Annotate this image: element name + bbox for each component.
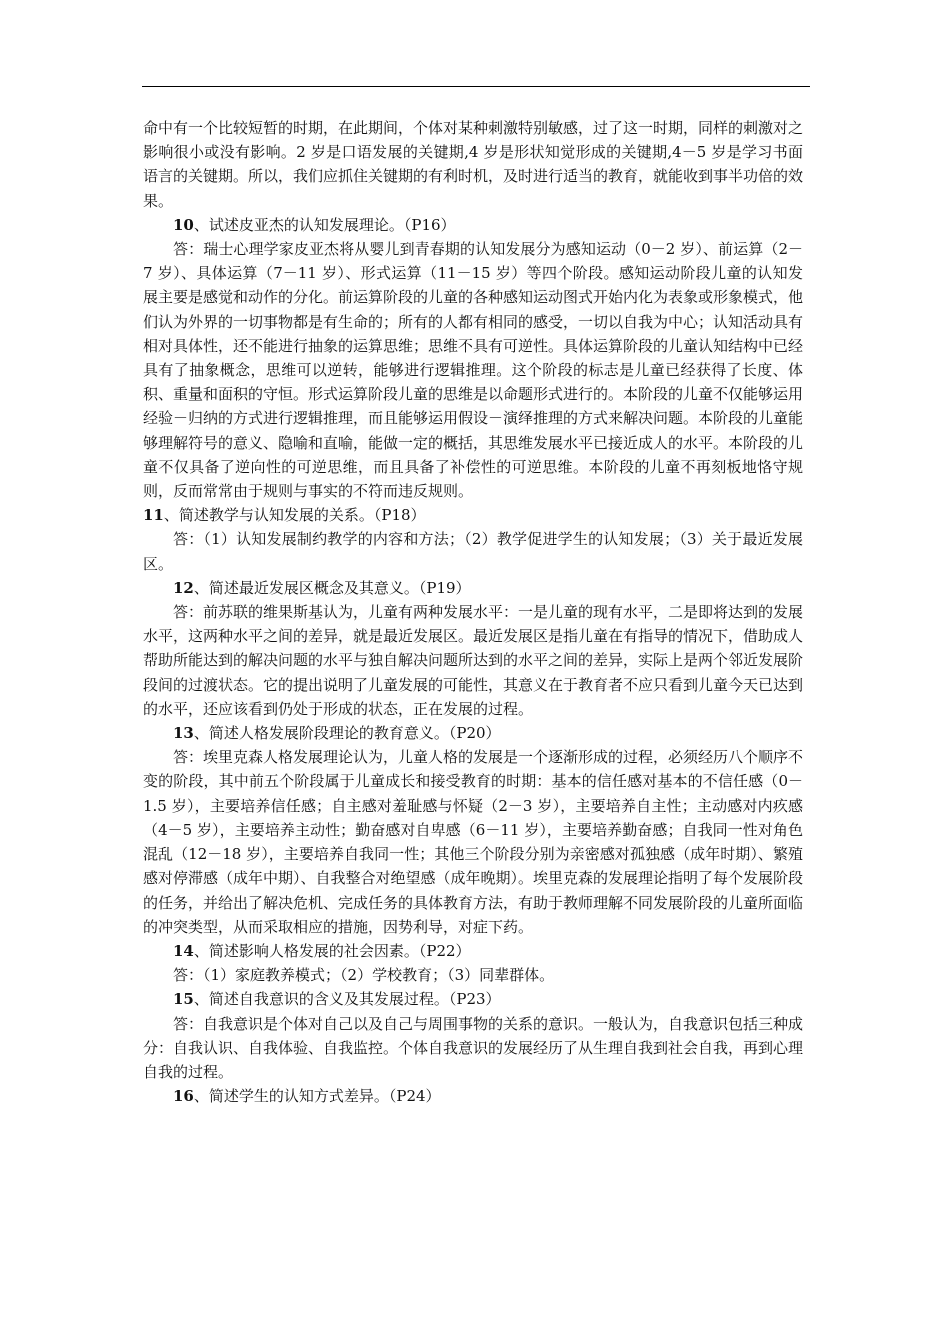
answer-15 — [143, 1012, 803, 1085]
answer-14 — [143, 963, 803, 987]
question-number: 16 — [173, 1087, 194, 1106]
answer-text: 答：前苏联的维果斯基认为，儿童有两种发展水平：一是儿童的现有水平，二是即将达到的发展水平，这两种水平之间的差异，就是最近发展区。最近发展区是指儿童在有指导的情况下，借助成人帮助所能达到的解决问题的水平与独自解决问题所达到的水平之间的差异，实际上是两个邻近发展阶段间的过渡状态。它的提出说明了儿童发展的可能性，其意义在于教育者不应只看到儿童今天已达到的水平，还应该看到仍处于形成的状态，正在发展的过程。 — [143, 603, 804, 718]
paragraph-continuation — [143, 116, 803, 213]
question-12 — [143, 576, 803, 600]
answer-13 — [143, 745, 803, 939]
question-11 — [143, 503, 803, 527]
question-number: 15 — [173, 990, 194, 1009]
question-15 — [143, 987, 803, 1011]
question-16 — [143, 1084, 803, 1108]
document-body — [143, 116, 803, 1108]
answer-10 — [143, 237, 803, 503]
question-text: 、试述皮亚杰的认知发展理论。（P16） — [193, 215, 456, 234]
question-text: 、简述影响人格发展的社会因素。（P22） — [193, 941, 471, 960]
answer-text: 答：自我意识是个体对自己以及自己与周围事物的关系的意识。一般认为，自我意识包括三种成分：自我认识、自我体验、自我监控。个体自我意识的发展经历了从生理自我到社会自我，再到心理自我的过程。 — [143, 1014, 804, 1081]
question-10 — [143, 213, 803, 237]
question-number: 14 — [173, 941, 194, 960]
question-number: 11 — [143, 506, 164, 525]
question-text: 、简述学生的认知方式差异。（P24） — [193, 1087, 441, 1106]
question-number: 10 — [173, 215, 194, 234]
header-rule — [142, 86, 810, 87]
question-text: 、简述人格发展阶段理论的教育意义。（P20） — [193, 724, 501, 743]
answer-12 — [143, 600, 803, 721]
answer-text: 答：瑞士心理学家皮亚杰将从婴儿到青春期的认知发展分为感知运动（0－2 岁）、前运算（2－7 岁）、具体运算（7－11 岁）、形式运算（11－15 岁）等四个阶段。感知运动阶段儿童的认知发展主要是感觉和动作的分化。前运算阶段的儿童的各种感知运动图式开始内化为表象或形象模式，他们认为外界的一切事物都是有生命的；所有的人都有相同的感受，一切以自我为中心；认知活动具有相对具体性，还不能进行抽象的运算思维；思维不具有可逆性。具体运算阶段的儿童认知结构中已经具有了抽象概念，思维可以逆转，能够进行逻辑推理。这个阶段的标志是儿童已经获得了长度、体积、重量和面积的守恒。形式运算阶段儿童的思维是以命题形式进行的。本阶段的儿童不仅能够运用经验－归纳的方式进行逻辑推理，而且能够运用假设－演绎推理的方式来解决问题。本阶段的儿童能够理解符号的意义、隐喻和直喻，能做一定的概括，其思维发展水平已接近成人的水平。本阶段的儿童不仅具备了逆向性的可逆思维，而且具备了补偿性的可逆思维。本阶段的儿童不再刻板地恪守规则，反而常常由于规则与事实的不符而违反规则。 — [143, 240, 804, 501]
answer-text: 答：（1）家庭教养模式；（2）学校教育；（3）同辈群体。 — [173, 966, 555, 985]
question-13 — [143, 721, 803, 745]
question-text: 、简述自我意识的含义及其发展过程。（P23） — [193, 990, 501, 1009]
question-text: 、简述最近发展区概念及其意义。（P19） — [193, 578, 471, 597]
answer-text: 答：（1）认知发展制约教学的内容和方法；（2）教学促进学生的认知发展；（3）关于最近发展区。 — [143, 530, 803, 573]
paragraph-text: 命中有一个比较短暂的时期，在此期间，个体对某种刺激特别敏感，过了这一时期，同样的刺激对之影响很小或没有影响。2 岁是口语发展的关键期,4 岁是形状知觉形成的关键期,4－5 岁是学习书面语言的关键期。所以，我们应抓住关键期的有利时机，及时进行适当的教育，就能收到事半功倍的效果。 — [143, 119, 804, 210]
question-number: 12 — [173, 578, 194, 597]
question-text: 、简述教学与认知发展的关系。（P18） — [163, 506, 426, 525]
question-14 — [143, 939, 803, 963]
answer-text: 答：埃里克森人格发展理论认为，儿童人格的发展是一个逐渐形成的过程，必须经历八个顺序不变的阶段，其中前五个阶段属于儿童成长和接受教育的时期：基本的信任感对基本的不信任感（0－1.5 岁），主要培养信任感；自主感对羞耻感与怀疑（2－3 岁），主要培养自主性；主动感对内疚感（4－5 岁），主要培养主动性；勤奋感对自卑感（6－11 岁），主要培养勤奋感；自我同一性对角色混乱（12－18 岁），主要培养自我同一性；其他三个阶段分别为亲密感对孤独感（成年时期）、繁殖感对停滞感（成年中期）、自我整合对绝望感（成年晚期）。埃里克森的发展理论指明了每个发展阶段的任务，并给出了解决危机、完成任务的具体教育方法，有助于教师理解不同发展阶段的儿童所面临的冲突类型，从而采取相应的措施，因势利导，对症下药。 — [143, 748, 804, 936]
question-number: 13 — [173, 724, 194, 743]
answer-11 — [143, 527, 803, 575]
